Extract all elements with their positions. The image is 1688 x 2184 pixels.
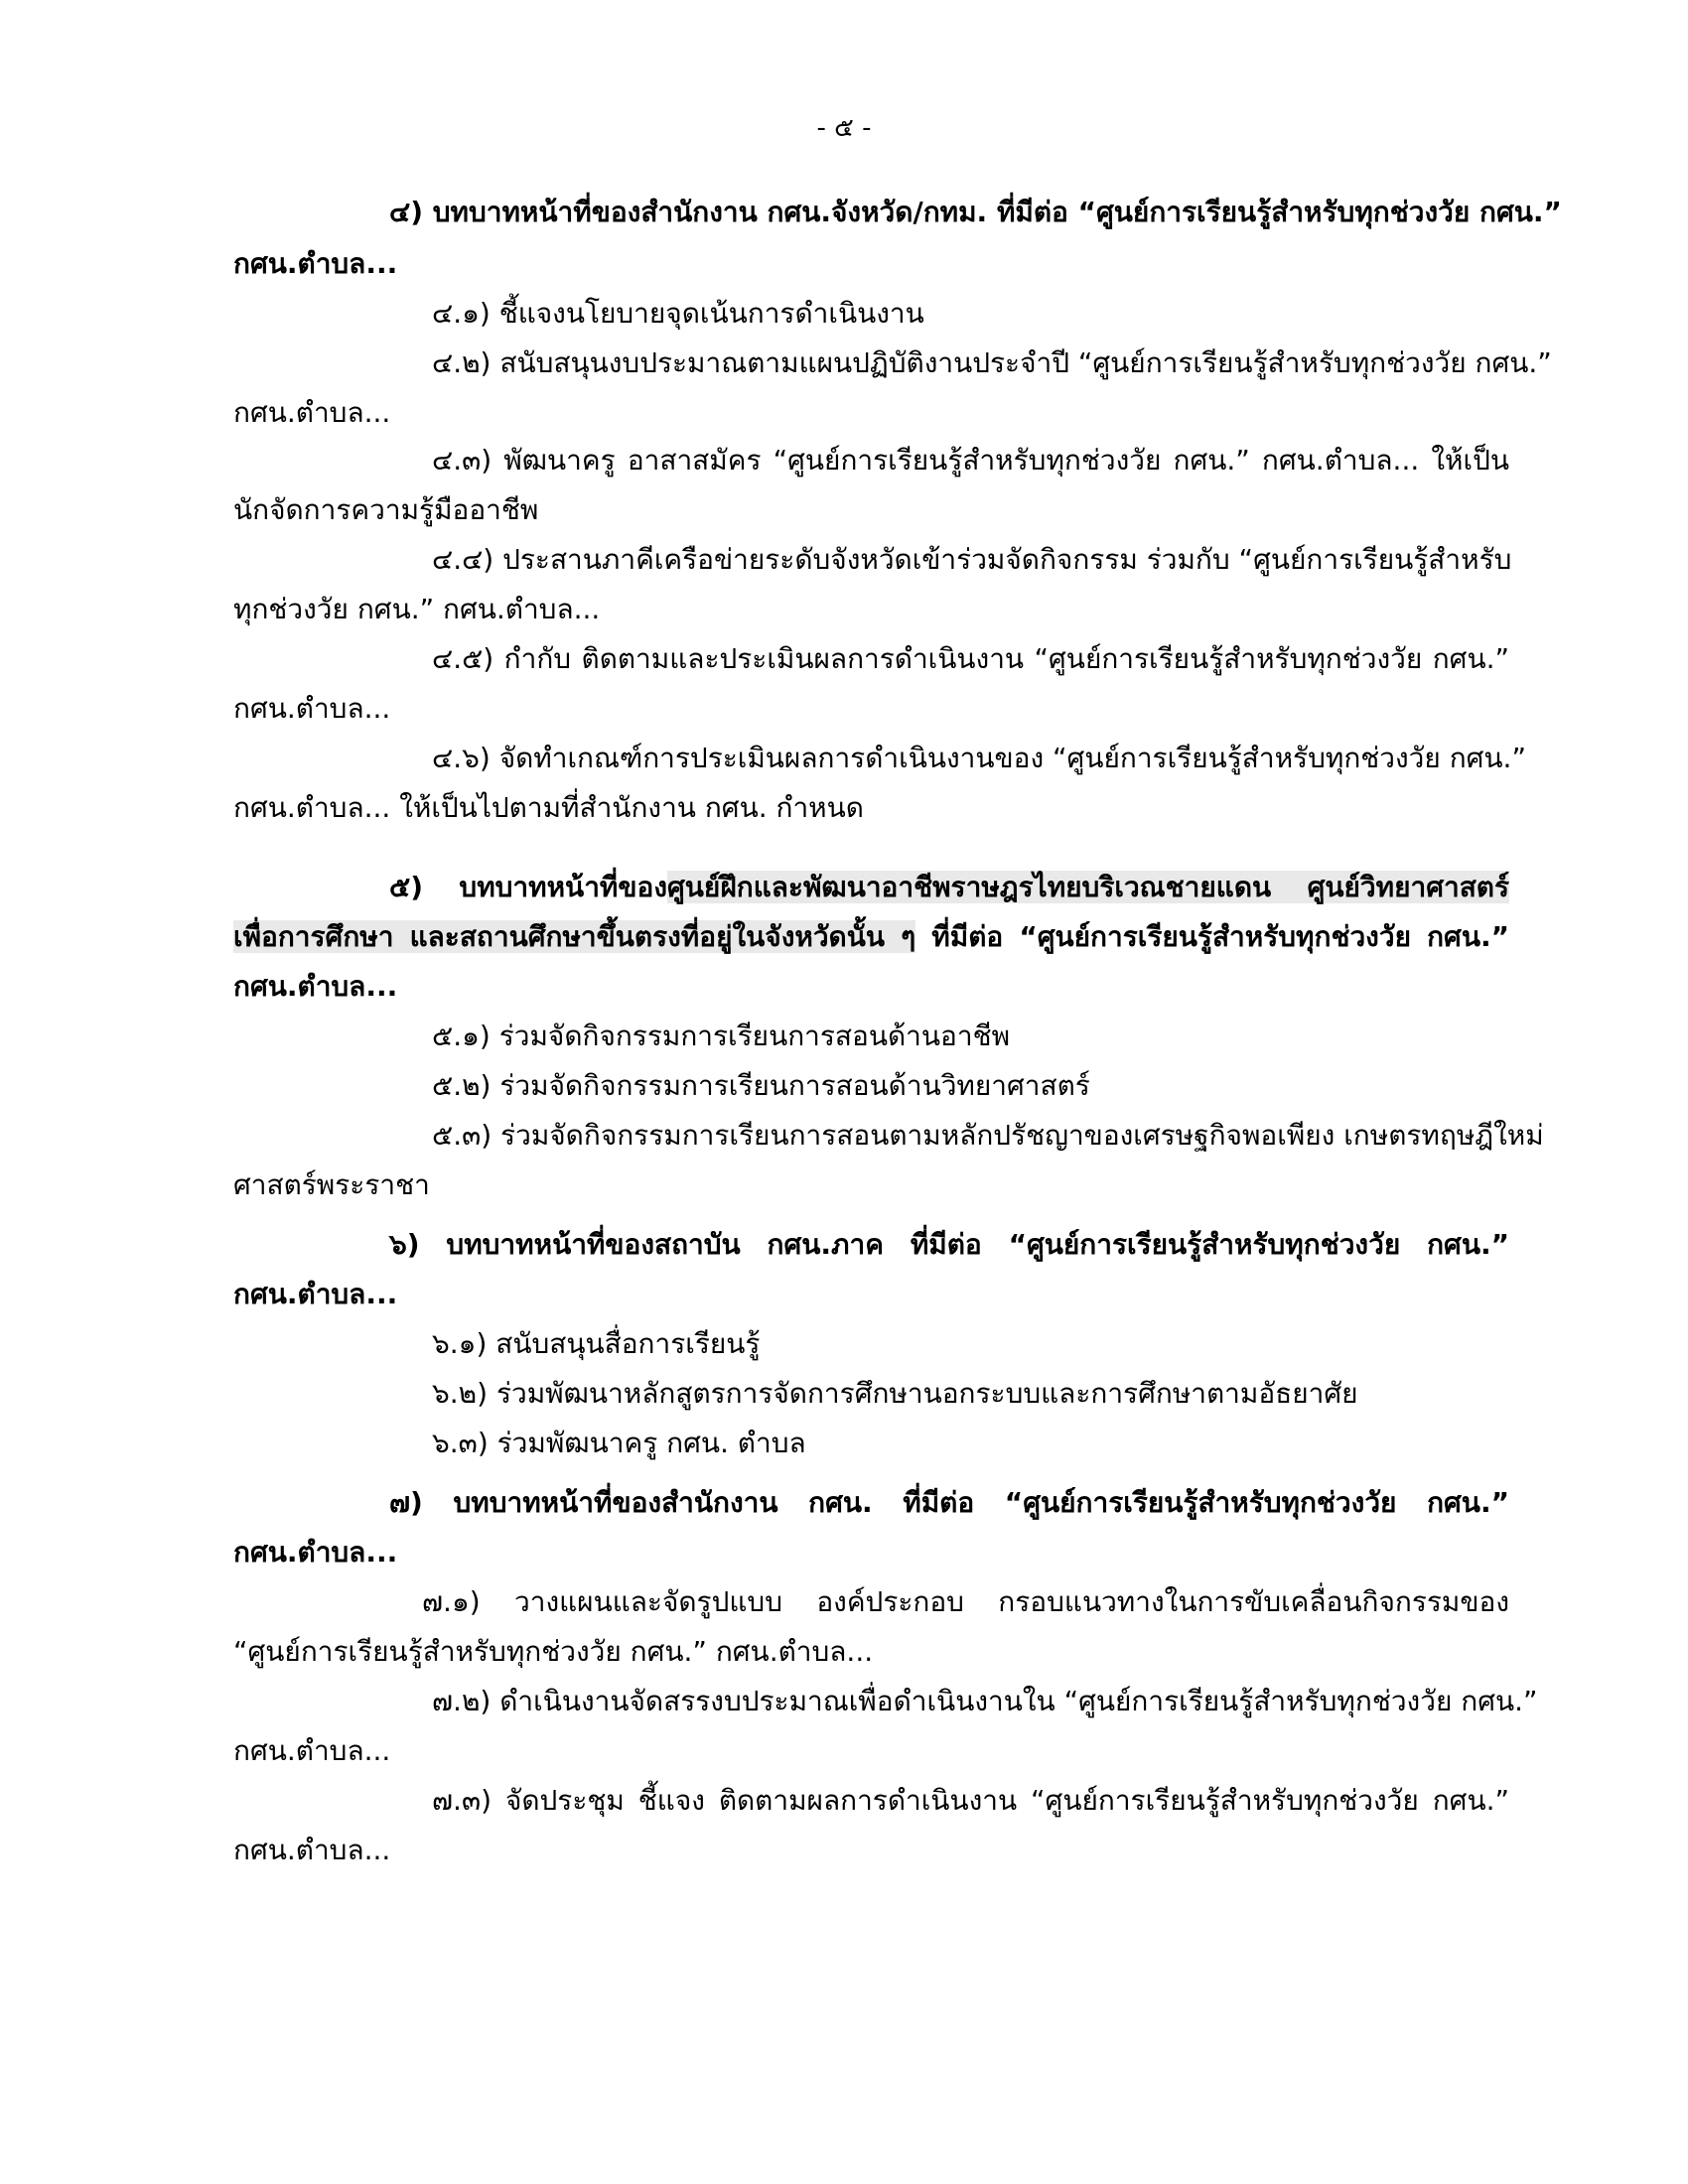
item-4-6-cont: กศน.ตำบล... ให้เป็นไปตามที่สำนักงาน กศน. กำหนด — [233, 791, 864, 824]
item-5-1: ๕.๑) ร่วมจัดกิจกรรมการเรียนการสอนด้านอาชีพ — [432, 1020, 1011, 1052]
section-5-heading-b: ศูนย์ฝึกและพัฒนาอาชีพราษฎรไทยบริเวณชายแดน ศูนย์วิทยาศาสตร์ — [667, 871, 1510, 903]
section-5-heading-a: ๕) บทบาทหน้าที่ของ — [389, 871, 668, 903]
item-4-4-cont: ทุกช่วงวัย กศน.” กศน.ตำบล... — [233, 593, 601, 625]
item-4-1: ๔.๑) ชี้แจงนโยบายจุดเน้นการดำเนินงาน — [432, 297, 924, 330]
item-5-3-cont: ศาสตร์พระราชา — [233, 1168, 430, 1201]
item-7-3: ๗.๓) จัดประชุม ชี้แจง ติดตามผลการดำเนินงาน “ศูนย์การเรียนรู้สำหรับทุกช่วงวัย กศน.” — [432, 1784, 1509, 1817]
item-6-3: ๖.๓) ร่วมพัฒนาครู กศน. ตำบล — [432, 1427, 806, 1459]
page-number: - ๕ - — [816, 113, 872, 143]
item-7-1: ๗.๑) วางแผนและจัดรูปแบบ องค์ประกอบ กรอบแนวทางในการขับเคลื่อนกิจกรรมของ — [422, 1585, 1509, 1618]
item-4-5: ๔.๕) กำกับ ติดตามและประเมินผลการดำเนินงาน “ศูนย์การเรียนรู้สำหรับทุกช่วงวัย กศน.” — [432, 642, 1509, 675]
item-4-2: ๔.๒) สนับสนุนงบประมาณตามแผนปฏิบัติงานประจำปี “ศูนย์การเรียนรู้สำหรับทุกช่วงวัย กศน.” — [432, 346, 1552, 379]
item-4-5-cont: กศน.ตำบล... — [233, 692, 391, 725]
item-4-6: ๔.๖) จัดทำเกณฑ์การประเมินผลการดำเนินงานของ “ศูนย์การเรียนรู้สำหรับทุกช่วงวัย กศน.” — [432, 742, 1526, 774]
section-5-heading-cont: กศน.ตำบล... — [233, 970, 398, 1003]
item-7-3-cont: กศน.ตำบล... — [233, 1834, 391, 1866]
item-4-3: ๔.๓) พัฒนาครู อาสาสมัคร “ศูนย์การเรียนรู้สำหรับทุกช่วงวัย กศน.” กศน.ตำบล... ให้เป็น — [432, 444, 1509, 477]
section-4-heading: ๔) บทบาทหน้าที่ของสำนักงาน กศน.จังหวัด/กทม. ที่มีต่อ “ศูนย์การเรียนรู้สำหรับทุกช่วงวัย กศน.” — [389, 196, 1562, 228]
item-7-1-cont: “ศูนย์การเรียนรู้สำหรับทุกช่วงวัย กศน.” กศน.ตำบล... — [233, 1635, 874, 1668]
section-7-heading-cont: กศน.ตำบล... — [233, 1536, 398, 1569]
section-5-heading-line2 — [233, 920, 1510, 953]
section-6-heading: ๖) บทบาทหน้าที่ของสถาบัน กศน.ภาค ที่มีต่อ “ศูนย์การเรียนรู้สำหรับทุกช่วงวัย กศน.” — [389, 1228, 1509, 1261]
item-4-3-cont: นักจัดการความรู้มืออาชีพ — [233, 493, 539, 526]
section-5-heading-line2-b: ที่มีต่อ “ศูนย์การเรียนรู้สำหรับทุกช่วงวัย กศน.” — [915, 920, 1510, 953]
item-4-2-cont: กศน.ตำบล... — [233, 396, 391, 429]
item-4-4: ๔.๔) ประสานภาคีเครือข่ายระดับจังหวัดเข้าร่วมจัดกิจกรรม ร่วมกับ “ศูนย์การเรียนรู้สำหรับ — [432, 543, 1512, 576]
section-7-heading: ๗) บทบาทหน้าที่ของสำนักงาน กศน. ที่มีต่อ “ศูนย์การเรียนรู้สำหรับทุกช่วงวัย กศน.” — [389, 1486, 1509, 1519]
item-7-2: ๗.๒) ดำเนินงานจัดสรรงบประมาณเพื่อดำเนินงานใน “ศูนย์การเรียนรู้สำหรับทุกช่วงวัย กศน.” — [432, 1685, 1538, 1717]
section-5-heading-line2-a: เพื่อการศึกษา และสถานศึกษาขึ้นตรงที่อยู่ในจังหวัดนั้น ๆ — [233, 920, 916, 953]
item-7-2-cont: กศน.ตำบล... — [233, 1734, 391, 1767]
item-6-2: ๖.๒) ร่วมพัฒนาหลักสูตรการจัดการศึกษานอกระบบและการศึกษาตามอัธยาศัย — [432, 1377, 1358, 1410]
item-6-1: ๖.๑) สนับสนุนสื่อการเรียนรู้ — [432, 1327, 761, 1360]
section-5-heading — [389, 871, 1510, 903]
item-5-3: ๕.๓) ร่วมจัดกิจกรรมการเรียนการสอนตามหลักปรัชญาของเศรษฐกิจพอเพียง เกษตรทฤษฎีใหม่ — [432, 1119, 1544, 1152]
section-6-heading-cont: กศน.ตำบล... — [233, 1278, 398, 1310]
item-5-2: ๕.๒) ร่วมจัดกิจกรรมการเรียนการสอนด้านวิทยาศาสตร์ — [432, 1069, 1090, 1102]
section-4-heading-cont: กศน.ตำบล... — [233, 247, 398, 280]
